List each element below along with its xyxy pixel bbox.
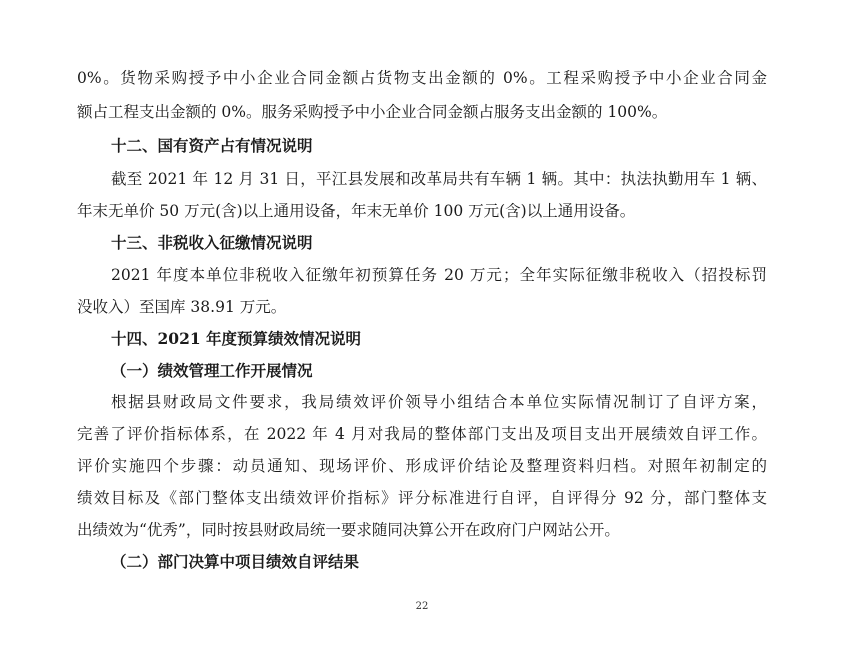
paragraph-line-3: 截至 2021 年 12 月 31 日，平江县发展和改革局共有车辆 1 辆。其中：执法执勤用车 1 辆、 — [111, 170, 767, 188]
paragraph-line-5: 2021 年度本单位非税收入征缴年初预算任务 20 万元；全年实际征缴非税收入（招投标罚 — [111, 266, 767, 284]
paragraph-line-8: 完善了评价指标体系，在 2022 年 4 月对我局的整体部门支出及项目支出开展绩效自评工作。 — [77, 425, 767, 443]
paragraph-line-4: 年末无单价 50 万元(含)以上通用设备，年末无单价 100 万元(含)以上通用设备。 — [77, 202, 636, 220]
paragraph-line-6: 没收入）至国库 38.91 万元。 — [77, 298, 287, 316]
paragraph-line-10: 绩效目标及《部门整体支出绩效评价指标》评分标准进行自评，自评得分 92 分，部门整体支 — [77, 489, 767, 507]
subsection-heading-1: （一）绩效管理工作开展情况 — [111, 361, 313, 380]
paragraph-line-1: 0%。货物采购授予中小企业合同金额占货物支出金额的 0%。工程采购授予中小企业合同金 — [77, 69, 767, 87]
section-heading-12: 十二、国有资产占有情况说明 — [111, 136, 313, 155]
paragraph-line-9: 评价实施四个步骤：动员通知、现场评价、形成评价结论及整理资料归档。对照年初制定的 — [77, 457, 767, 475]
paragraph-line-7: 根据县财政局文件要求，我局绩效评价领导小组结合本单位实际情况制订了自评方案， — [111, 393, 767, 411]
paragraph-line-2: 额占工程支出金额的 0%。服务采购授予中小企业合同金额占服务支出金额的 100%。 — [77, 103, 668, 121]
page-number: 22 — [415, 601, 429, 612]
section-heading-14: 十四、2021 年度预算绩效情况说明 — [111, 329, 362, 348]
section-heading-13: 十三、非税收入征缴情况说明 — [111, 233, 313, 252]
paragraph-line-11: 出绩效为“优秀”，同时按县财政局统一要求随同决算公开在政府门户网站公开。 — [77, 521, 620, 539]
subsection-heading-2: （二）部门决算中项目绩效自评结果 — [111, 552, 360, 571]
